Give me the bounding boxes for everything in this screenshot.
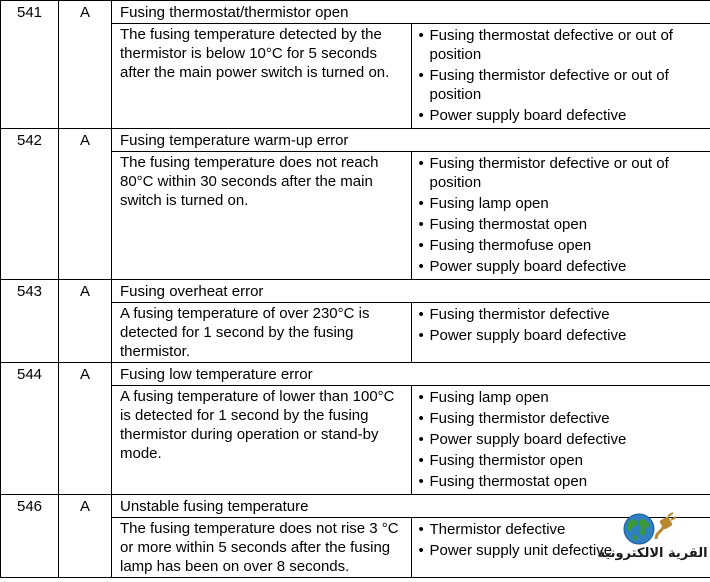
cause-text: Thermistor defective <box>429 521 566 538</box>
bullet-icon: • <box>418 306 424 323</box>
cause-text: Fusing thermostat open <box>429 216 588 233</box>
cause-text: Fusing lamp open <box>429 389 549 406</box>
cause-text: Power supply board defective <box>429 107 627 124</box>
cause-item <box>418 305 707 324</box>
cause-item <box>418 194 707 213</box>
bullet-icon: • <box>418 521 424 538</box>
bullet-icon: • <box>418 327 424 344</box>
error-description: A fusing temperature of over 230°C is detected for 1 second by the fusing thermistor. <box>112 303 412 363</box>
cause-text: Power supply board defective <box>429 327 627 344</box>
cause-item <box>418 409 707 428</box>
cause-text: Fusing thermostat defective or out of position <box>429 27 673 63</box>
error-description: The fusing temperature detected by the thermistor is below 10°C for 5 seconds after the main power switch is turned on. <box>112 24 412 129</box>
bullet-icon: • <box>418 107 424 124</box>
error-code: 544 <box>1 363 59 495</box>
cause-item <box>418 236 707 255</box>
cause-item <box>418 257 707 276</box>
cause-text: Power supply board defective <box>429 258 627 275</box>
bullet-icon: • <box>418 258 424 275</box>
error-level: A <box>59 363 112 495</box>
error-description: The fusing temperature does not rise 3 °C or more within 5 seconds after the fusing lamp has been on over 8 seconds. <box>112 518 412 578</box>
bullet-icon: • <box>418 195 424 212</box>
site-watermark <box>595 508 710 580</box>
error-level: A <box>59 280 112 363</box>
cause-text: Power supply unit defective <box>429 542 613 559</box>
error-description: A fusing temperature of lower than 100°C is detected for 1 second by the fusing thermistor during operation or stand-by mode. <box>112 386 412 495</box>
cause-list <box>418 305 707 345</box>
cause-item <box>418 472 707 491</box>
error-title-row <box>1 129 710 152</box>
cause-text: Fusing thermofuse open <box>429 237 592 254</box>
bullet-icon: • <box>418 67 424 84</box>
possible-causes <box>411 386 710 495</box>
error-level: A <box>59 1 112 129</box>
error-title-row <box>1 363 710 386</box>
error-title: Unstable fusing temperature <box>112 495 710 518</box>
possible-causes <box>411 24 710 129</box>
possible-causes <box>411 303 710 363</box>
watermark-text: القرية الالكترونية <box>597 546 708 561</box>
cause-list <box>418 388 707 491</box>
cause-item <box>418 430 707 449</box>
cause-text: Fusing thermistor defective or out of position <box>429 67 669 103</box>
cause-text: Power supply board defective <box>429 431 627 448</box>
error-level: A <box>59 129 112 280</box>
bullet-icon: • <box>418 410 424 427</box>
globe-icon <box>622 512 656 546</box>
error-title: Fusing low temperature error <box>112 363 710 386</box>
bullet-icon: • <box>418 542 424 559</box>
bullet-icon: • <box>418 431 424 448</box>
error-description: The fusing temperature does not reach 80°C within 30 seconds after the main switch is turned on. <box>112 152 412 280</box>
cause-list <box>418 26 707 125</box>
table-body <box>1 1 710 578</box>
cause-text: Fusing thermistor defective <box>429 410 610 427</box>
bullet-icon: • <box>418 452 424 469</box>
bullet-icon: • <box>418 389 424 406</box>
error-title: Fusing overheat error <box>112 280 710 303</box>
cause-item <box>418 66 707 104</box>
cause-item <box>418 154 707 192</box>
error-title-row <box>1 1 710 24</box>
error-title: Fusing thermostat/thermistor open <box>112 1 710 24</box>
cause-item <box>418 106 707 125</box>
cause-item <box>418 326 707 345</box>
cause-text: Fusing thermistor open <box>429 452 583 469</box>
error-code: 541 <box>1 1 59 129</box>
error-code: 543 <box>1 280 59 363</box>
bullet-icon: • <box>418 27 424 44</box>
bullet-icon: • <box>418 216 424 233</box>
plug-icon <box>653 512 679 542</box>
error-title: Fusing temperature warm-up error <box>112 129 710 152</box>
cause-item <box>418 388 707 407</box>
cause-list <box>418 154 707 276</box>
cause-text: Fusing thermistor defective <box>429 306 610 323</box>
cause-text: Fusing lamp open <box>429 195 549 212</box>
cause-text: Fusing thermistor defective or out of position <box>429 155 669 191</box>
cause-item <box>418 215 707 234</box>
bullet-icon: • <box>418 237 424 254</box>
cause-text: Fusing thermostat open <box>429 473 588 490</box>
error-level: A <box>59 495 112 578</box>
possible-causes <box>411 152 710 280</box>
bullet-icon: • <box>418 155 424 172</box>
error-title-row <box>1 280 710 303</box>
error-code: 546 <box>1 495 59 578</box>
cause-item <box>418 451 707 470</box>
cause-item <box>418 26 707 64</box>
bullet-icon: • <box>418 473 424 490</box>
error-code: 542 <box>1 129 59 280</box>
